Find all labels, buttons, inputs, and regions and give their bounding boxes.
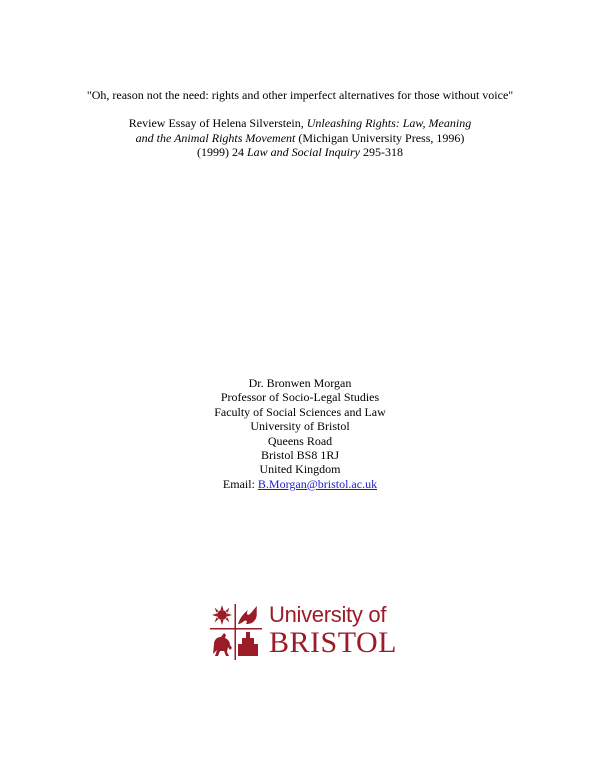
- author-block: [0, 376, 600, 491]
- publisher-info: (Michigan University Press, 1996): [295, 130, 465, 145]
- author-university: University of Bristol: [250, 419, 350, 434]
- book-title-part-1: Unleashing Rights: Law, Meaning: [306, 116, 472, 130]
- journal-volume: (1999) 24: [197, 145, 247, 159]
- review-line-2: [0, 131, 600, 146]
- logo-line-university-of: University of: [269, 602, 387, 627]
- author-email-line: [0, 477, 600, 491]
- author-street: Queens Road: [267, 433, 333, 448]
- author-position: Professor of Socio-Legal Studies: [220, 390, 380, 405]
- review-line-3: [0, 145, 600, 160]
- logo-line-bristol: BRISTOL: [269, 626, 397, 659]
- university-crest-icon: [210, 604, 262, 660]
- essay-title: "Oh, reason not the need: rights and other imperfect alternatives for those without voice": [86, 88, 514, 102]
- author-city: Bristol BS8 1RJ: [260, 448, 340, 463]
- review-prefix: Review Essay of Helena Silverstein,: [128, 116, 307, 130]
- university-logo: [210, 602, 397, 662]
- review-citation: [0, 116, 600, 160]
- email-label: Email:: [222, 476, 258, 491]
- book-title-part-2: and the Animal Rights Movement: [135, 130, 296, 145]
- journal-pages: 295-318: [360, 145, 403, 159]
- author-country: United Kingdom: [259, 462, 341, 477]
- author-faculty: Faculty of Social Sciences and Law: [214, 404, 386, 419]
- author-name: Dr. Bronwen Morgan: [248, 376, 352, 390]
- email-link[interactable]: B.Morgan@bristol.ac.uk: [257, 476, 378, 491]
- review-line-1: [0, 116, 600, 131]
- journal-name: Law and Social Inquiry: [247, 145, 360, 159]
